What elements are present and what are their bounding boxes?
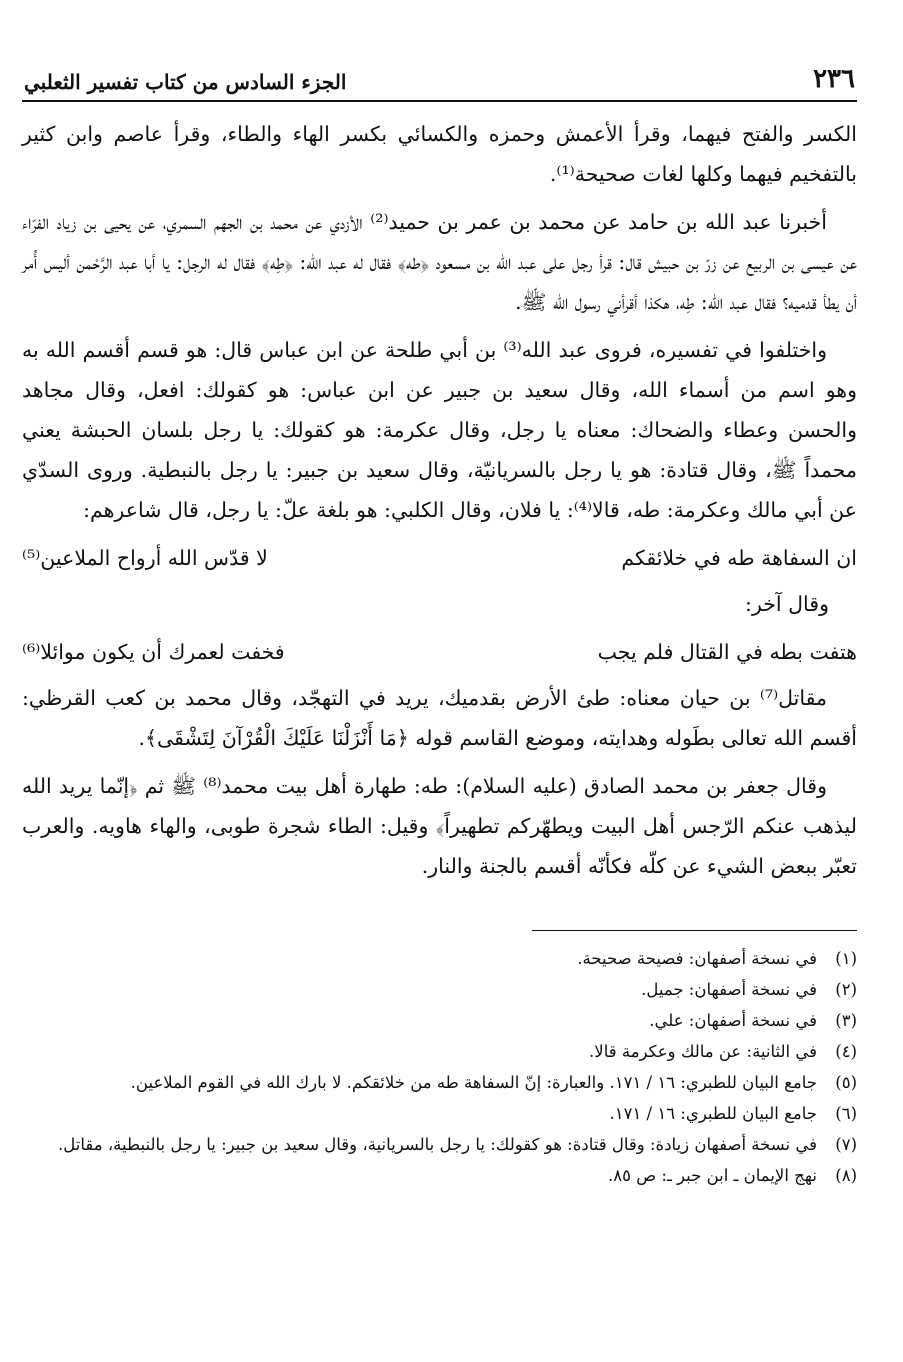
- footnote-number: (٨): [835, 1166, 857, 1185]
- footnote-text: جامع البيان للطبري: ١٦ / ١٧١.: [609, 1104, 817, 1123]
- footnote-item: [22, 1067, 857, 1098]
- verse-1-first-hemistich: ان السفاهة طه في خلائقكم: [621, 546, 857, 570]
- verse-2-first-hemistich: هتفت بطه في القتال فلم يجب: [597, 640, 857, 664]
- main-text: [22, 114, 857, 886]
- footnote-item: [22, 1129, 857, 1160]
- footnote-number: (٢): [835, 980, 857, 999]
- paragraph-5: وقال جعفر بن محمد الصادق (عليه السلام): طه: طهارة أهل بيت محمد⁽⁸⁾ ﷺ ثم ﴿إنّما يريد الله ليذهب عنكم الرّجس أهل البيت ويطهّركم تطهيراً﴾ وقيل: الطاء شجرة طوبى، والهاء هاويه. والعرب تعبّر ببعض الشيء عن كلّه فكأنّه أقسم بالجنة والنار.: [22, 774, 857, 878]
- poem-verse-2: [22, 632, 857, 672]
- paragraph-3: واختلفوا في تفسيره، فروى عبد الله⁽³⁾ بن أبي طلحة عن ابن عباس قال: هو قسم أقسم الله به وهو اسم من أسماء الله، وقال سعيد بن جبير عن ابن عباس: هو كقولك: افعل، وقال مجاهد والحسن وعطاء والضحاك: معناه يا رجل، وقال عكرمة: هو كقولك: يا رجل بلسان الحبشة يعني محمداً ﷺ، وقال قتادة: هو يا رجل بالسريانيّة، وقال سعيد بن جبير: يا رجل بالنبطية. وروى السدّي عن أبي مالك وعكرمة: طه، قالا⁽⁴⁾: يا فلان، وقال الكلبي: هو بلغة علّ: يا رجل، قال شاعرهم:: [22, 338, 857, 522]
- paragraph-4: مقاتل⁽⁷⁾ بن حيان معناه: طئ الأرض بقدميك، يريد في التهجّد، وقال محمد بن كعب القرظي: أقسم الله تعالى بطَوله وهدايته، وموضع القاسم قوله ﴿مَا أَنْزَلْنَا عَلَيْكَ الْقُرْآنَ لِتَشْقَى﴾.: [22, 686, 857, 750]
- footnote-text: نهج الإيمان ـ ابن جبر ـ: ص ٨٥.: [607, 1166, 817, 1185]
- poem-verse-1: [22, 538, 857, 578]
- footnote-text: في نسخة أصفهان زيادة: وقال قتادة: هو كقولك: يا رجل بالسريانية، وقال سعيد بن جبير: يا رجل بالنبطية، مقاتل.: [58, 1135, 817, 1154]
- footnote-text: في نسخة أصفهان: فصيحة صحيحة.: [577, 949, 817, 968]
- footnote-item: [22, 943, 857, 974]
- verse-2-second-hemistich: فخفت لعمرك أن يكون موائلا⁽⁶⁾: [22, 640, 285, 664]
- another-said-label: وقال آخر:: [745, 592, 829, 616]
- document-page: [22, 58, 857, 1342]
- footnote-item: [22, 1160, 857, 1191]
- footnote-item: [22, 1036, 857, 1067]
- footnote-number: (٣): [835, 1011, 857, 1030]
- footnote-item: [22, 1098, 857, 1129]
- footnote-separator: [532, 930, 857, 931]
- footnotes: [22, 943, 857, 1191]
- footnote-number: (١): [835, 949, 857, 968]
- footnote-item: [22, 1005, 857, 1036]
- footnote-text: في نسخة أصفهان: علي.: [649, 1011, 817, 1030]
- verse-1-second-hemistich: لا قدّس الله أرواح الملاعين⁽⁵⁾: [22, 546, 268, 570]
- footnote-text: جامع البيان للطبري: ١٦ / ١٧١. والعبارة: إنّ السفاهة طه من خلائقكم. لا بارك الله في القوم الملاعين.: [130, 1073, 817, 1092]
- footnote-number: (٧): [835, 1135, 857, 1154]
- footnote-text: في الثانية: عن مالك وعكرمة قالا.: [589, 1042, 817, 1061]
- running-title: الجزء السادس من كتاب تفسير الثعلبي: [24, 70, 347, 94]
- footnote-item: [22, 974, 857, 1005]
- footnote-text: في نسخة أصفهان: جميل.: [641, 980, 817, 999]
- page-header: [22, 58, 857, 102]
- footnote-number: (٦): [835, 1104, 857, 1123]
- paragraph-1: الكسر والفتح فيهما، وقرأ الأعمش وحمزه والكسائي بكسر الهاء والطاء، وقرأ عاصم وابن كثير بالتفخيم فيهما وكلها لغات صحيحة⁽¹⁾.: [22, 122, 857, 186]
- page-number: ٢٣٦: [813, 64, 855, 94]
- paragraph-2: أخبرنا عبد الله بن حامد عن محمد بن عمر بن حميد⁽²⁾ الأزدي عن محمد بن الجهم السمري، عن يحيى بن زياد الفرّاء عن عيسى بن الربيع عن زرّ بن حبيش قال: قرأ رجل على عبد الله بن مسعود ﴿طه﴾ فقال له عبد الله: ﴿طِه﴾ فقال له الرجل: يا أبا عبد الرَّحْمن أليس أُمر أن يطأ قدميه؟ فقال عبد الله: طِه، هكذا أقرأني رسول الله ﷺ.: [22, 210, 857, 314]
- footnote-number: (٤): [835, 1042, 857, 1061]
- footnote-number: (٥): [835, 1073, 857, 1092]
